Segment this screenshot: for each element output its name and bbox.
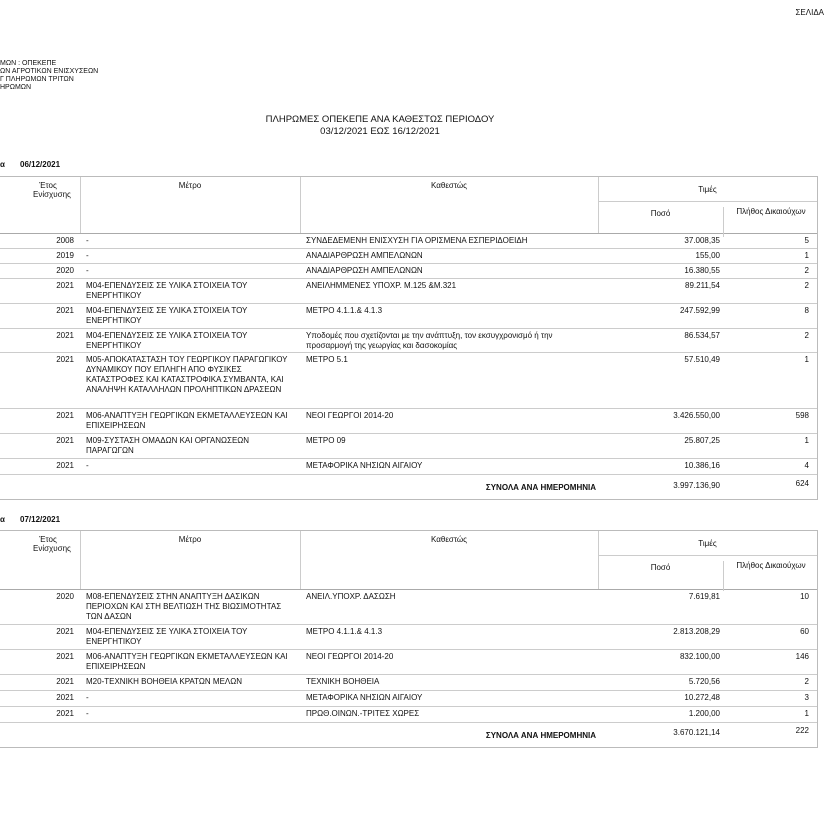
org-line: ΗΡΩΜΩΝ	[0, 84, 32, 91]
total-amount: 3.997.136,90	[673, 481, 720, 490]
cell-metro: Μ04-ΕΠΕΝΔΥΣΕΙΣ ΣΕ ΥΛΙΚΑ ΣΤΟΙΧΕΙΑ ΤΟΥ ΕΝΕΡΓΗΤΙΚΟΥ	[86, 306, 248, 325]
table-row	[0, 459, 817, 475]
table-row	[0, 707, 817, 723]
cell-year: 2021	[56, 436, 74, 445]
cell-metro: -	[86, 251, 89, 260]
total-amount: 3.670.121,14	[673, 728, 720, 737]
cell-year: 2021	[56, 627, 74, 636]
table-row	[0, 249, 817, 264]
cell-count: 4	[804, 461, 809, 470]
cell-count: 10	[800, 592, 809, 601]
cell-count: 60	[800, 627, 809, 636]
cell-status: ΜΕΤΑΦΟΡΙΚΑ ΝΗΣΙΩΝ ΑΙΓΑΙΟΥ	[306, 461, 423, 470]
cell-amount: 3.426.550,00	[673, 411, 720, 420]
cell-count: 1	[804, 709, 809, 718]
cell-amount: 832.100,00	[679, 652, 720, 661]
cell-amount: 247.592,99	[679, 306, 720, 315]
cell-metro: Μ05-ΑΠΟΚΑΤΑΣΤΑΣΗ ΤΟΥ ΓΕΩΡΓΙΚΟΥ ΠΑΡΑΓΩΓΙΚΟΥ ΔΥΝΑΜΙΚΟΥ ΠΟΥ ΕΠΛΗΓΗ ΑΠΟ ΦΥΣΙΚΕΣ ΚΑΤΑΣΤΡΟΦΕΣ ΚΑΙ ΚΑΤΑΣΤΡΟΦΙΚΑ ΣΥΜΒΑΝΤΑ, ΚΑΙ ΑΝΑΛΗΨΗ ΚΑΤΑΛΛΗΛΩΝ ΠΡΟΛΗΠΤΙΚΩΝ ΔΡΑΣΕΩΝ	[86, 355, 288, 394]
cell-status: ΜΕΤΡΟ 5.1	[306, 355, 348, 364]
report-title: ΠΛΗΡΩΜΕΣ ΟΠΕΚΕΠΕ ΑΝΑ ΚΑΘΕΣΤΩΣ ΠΕΡΙΟΔΟΥ	[265, 114, 495, 125]
cell-status: ΜΕΤΡΟ 4.1.1.& 4.1.3	[306, 306, 383, 315]
table-row	[0, 329, 817, 353]
cell-amount: 16.380,55	[684, 266, 720, 275]
cell-metro: Μ08-ΕΠΕΝΔΥΣΕΙΣ ΣΤΗΝ ΑΝΑΠΤΥΞΗ ΔΑΣΙΚΩΝ ΠΕΡΙΟΧΩΝ ΚΑΙ ΣΤΗ ΒΕΛΤΙΩΣΗ ΤΗΣ ΒΙΩΣΙΜΟΤΗΤΑΣ ΤΩΝ ΔΑΣΩΝ	[86, 592, 282, 621]
cell-status: ΑΝΕΙΛΗΜΜΕΝΕΣ ΥΠΟΧΡ. Μ.125 &Μ.321	[306, 281, 457, 290]
total-count: 222	[795, 726, 809, 735]
date-value: 07/12/2021	[20, 515, 61, 524]
header-amount: Ποσό	[650, 563, 671, 572]
table-header	[0, 177, 817, 234]
total-count: 624	[795, 479, 809, 488]
cell-year: 2020	[56, 592, 74, 601]
cell-count: 2	[804, 677, 809, 686]
cell-amount: 25.807,25	[684, 436, 720, 445]
cell-status: ΑΝΑΔΙΑΡΘΡΩΣΗ ΑΜΠΕΛΩΝΩΝ	[306, 251, 423, 260]
cell-count: 598	[795, 411, 809, 420]
header-amount: Ποσό	[650, 209, 671, 218]
table-row	[0, 625, 817, 650]
cell-count: 1	[804, 436, 809, 445]
table-row	[0, 234, 817, 249]
cell-year: 2021	[56, 411, 74, 420]
org-line: ΜΩΝ : ΟΠΕΚΕΠΕ	[0, 60, 57, 67]
cell-status: ΠΡΩΘ.ΟΙΝΩΝ.-ΤΡΙΤΕΣ ΧΩΡΕΣ	[306, 709, 420, 718]
cell-status: ΜΕΤΑΦΟΡΙΚΑ ΝΗΣΙΩΝ ΑΙΓΑΙΟΥ	[306, 693, 423, 702]
total-row	[0, 475, 817, 499]
cell-metro: Μ04-ΕΠΕΝΔΥΣΕΙΣ ΣΕ ΥΛΙΚΑ ΣΤΟΙΧΕΙΑ ΤΟΥ ΕΝΕΡΓΗΤΙΚΟΥ	[86, 331, 248, 350]
header-values: Τιμές	[698, 539, 717, 548]
cell-amount: 2.813.208,29	[673, 627, 720, 636]
org-line: ΩΝ ΑΓΡΟΤΙΚΩΝ ΕΝΙΣΧΥΣΕΩΝ	[0, 68, 99, 75]
header-metro: Μέτρο	[178, 181, 202, 190]
cell-year: 2021	[56, 355, 74, 364]
cell-count: 8	[804, 306, 809, 315]
cell-year: 2008	[56, 236, 74, 245]
cell-year: 2021	[56, 709, 74, 718]
table-row	[0, 691, 817, 707]
cell-status: ΑΝΑΔΙΑΡΘΡΩΣΗ ΑΜΠΕΛΩΝΩΝ	[306, 266, 423, 275]
table-row	[0, 409, 817, 434]
header-status: Καθεστώς	[431, 535, 467, 544]
cell-year: 2021	[56, 693, 74, 702]
cell-status: ΜΕΤΡΟ 09	[306, 436, 346, 445]
cell-status: ΜΕΤΡΟ 4.1.1.& 4.1.3	[306, 627, 383, 636]
total-row	[0, 723, 817, 747]
cell-count: 1	[804, 251, 809, 260]
cell-metro: Μ06-ΑΝΑΠΤΥΞΗ ΓΕΩΡΓΙΚΩΝ ΕΚΜΕΤΑΛΛΕΥΣΕΩΝ ΚΑΙ ΕΠΙΧΕΙΡΗΣΕΩΝ	[86, 411, 288, 430]
cell-amount: 10.272,48	[684, 693, 720, 702]
table-row	[0, 650, 817, 675]
cell-amount: 89.211,54	[685, 281, 720, 290]
table-row	[0, 590, 817, 625]
cell-year: 2021	[56, 306, 74, 315]
cell-count: 2	[804, 331, 809, 340]
cell-amount: 37.008,35	[684, 236, 720, 245]
date-value: 06/12/2021	[20, 160, 61, 169]
cell-count: 1	[804, 355, 809, 364]
cell-year: 2020	[56, 266, 74, 275]
cell-metro: Μ09-ΣΥΣΤΑΣΗ ΟΜΑΔΩΝ ΚΑΙ ΟΡΓΑΝΩΣΕΩΝ ΠΑΡΑΓΩΓΩΝ	[86, 436, 250, 455]
cell-amount: 1.200,00	[688, 709, 720, 718]
cell-count: 146	[795, 652, 809, 661]
cell-metro: -	[86, 693, 89, 702]
header-metro: Μέτρο	[178, 535, 202, 544]
total-label: ΣΥΝΟΛΑ ΑΝΑ ΗΜΕΡΟΜΗΝΙΑ	[485, 731, 596, 740]
cell-metro: -	[86, 236, 89, 245]
cell-count: 2	[804, 266, 809, 275]
section-date	[0, 160, 60, 169]
table-row	[0, 279, 817, 304]
table-row	[0, 675, 817, 691]
cell-amount: 10.386,16	[684, 461, 720, 470]
cell-status: ΑΝΕΙΛ.ΥΠΟΧΡ. ΔΑΣΩΣΗ	[306, 592, 396, 601]
header-year: Έτος Ενίσχυσης	[33, 181, 71, 199]
org-line: Γ ΠΛΗΡΩΜΩΝ ΤΡΙΤΩΝ	[0, 76, 74, 83]
page-label: ΣΕΛΙΔΑ	[795, 8, 824, 17]
report-period: 03/12/2021 ΕΩΣ 16/12/2021	[320, 126, 440, 137]
cell-metro: -	[86, 266, 89, 275]
table-row	[0, 434, 817, 459]
cell-status: ΣΥΝΔΕΔΕΜΕΝΗ ΕΝΙΣΧΥΣΗ ΓΙΑ ΟΡΙΣΜΕΝΑ ΕΣΠΕΡΙΔΟΕΙΔΗ	[306, 236, 528, 245]
total-label: ΣΥΝΟΛΑ ΑΝΑ ΗΜΕΡΟΜΗΝΙΑ	[485, 483, 596, 492]
date-label: α	[0, 515, 5, 524]
cell-amount: 86.534,57	[684, 331, 720, 340]
cell-year: 2021	[56, 652, 74, 661]
cell-status: Υποδομές που σχετίζονται με την ανάπτυξη, τον εκσυγχρονισμό ή την προσαρμογή της γεωργίας και δασοκομίας	[306, 331, 553, 350]
header-values: Τιμές	[698, 185, 717, 194]
cell-year: 2019	[56, 251, 74, 260]
cell-status: ΝΕΟΙ ΓΕΩΡΓΟΙ 2014-20	[306, 411, 394, 420]
payments-table	[0, 530, 818, 748]
cell-year: 2021	[56, 281, 74, 290]
cell-amount: 5.720,56	[688, 677, 720, 686]
cell-metro: Μ04-ΕΠΕΝΔΥΣΕΙΣ ΣΕ ΥΛΙΚΑ ΣΤΟΙΧΕΙΑ ΤΟΥ ΕΝΕΡΓΗΤΙΚΟΥ	[86, 281, 248, 300]
cell-metro: Μ20-ΤΕΧΝΙΚΗ ΒΟΗΘΕΙΑ ΚΡΑΤΩΝ ΜΕΛΩΝ	[86, 677, 242, 686]
cell-count: 5	[804, 236, 809, 245]
header-count: Πλήθος Δικαιούχων	[723, 207, 818, 237]
cell-metro: Μ06-ΑΝΑΠΤΥΞΗ ΓΕΩΡΓΙΚΩΝ ΕΚΜΕΤΑΛΛΕΥΣΕΩΝ ΚΑΙ ΕΠΙΧΕΙΡΗΣΕΩΝ	[86, 652, 288, 671]
table-row	[0, 304, 817, 329]
organization-header	[0, 60, 98, 92]
table-row	[0, 264, 817, 279]
cell-metro: -	[86, 709, 89, 718]
cell-count: 2	[804, 281, 809, 290]
cell-amount: 57.510,49	[684, 355, 720, 364]
cell-status: ΤΕΧΝΙΚΗ ΒΟΗΘΕΙΑ	[306, 677, 380, 686]
table-header	[0, 531, 817, 590]
cell-status: ΝΕΟΙ ΓΕΩΡΓΟΙ 2014-20	[306, 652, 394, 661]
header-status: Καθεστώς	[431, 181, 467, 190]
cell-amount: 7.619,81	[688, 592, 720, 601]
cell-year: 2021	[56, 461, 74, 470]
cell-year: 2021	[56, 331, 74, 340]
table-row	[0, 353, 817, 409]
payments-table	[0, 176, 818, 500]
cell-metro: -	[86, 461, 89, 470]
section-date	[0, 515, 60, 524]
cell-amount: 155,00	[695, 251, 720, 260]
cell-year: 2021	[56, 677, 74, 686]
cell-metro: Μ04-ΕΠΕΝΔΥΣΕΙΣ ΣΕ ΥΛΙΚΑ ΣΤΟΙΧΕΙΑ ΤΟΥ ΕΝΕΡΓΗΤΙΚΟΥ	[86, 627, 248, 646]
cell-count: 3	[804, 693, 809, 702]
date-label: α	[0, 160, 5, 169]
header-count: Πλήθος Δικαιούχων	[723, 561, 818, 591]
header-year: Έτος Ενίσχυσης	[33, 535, 71, 553]
